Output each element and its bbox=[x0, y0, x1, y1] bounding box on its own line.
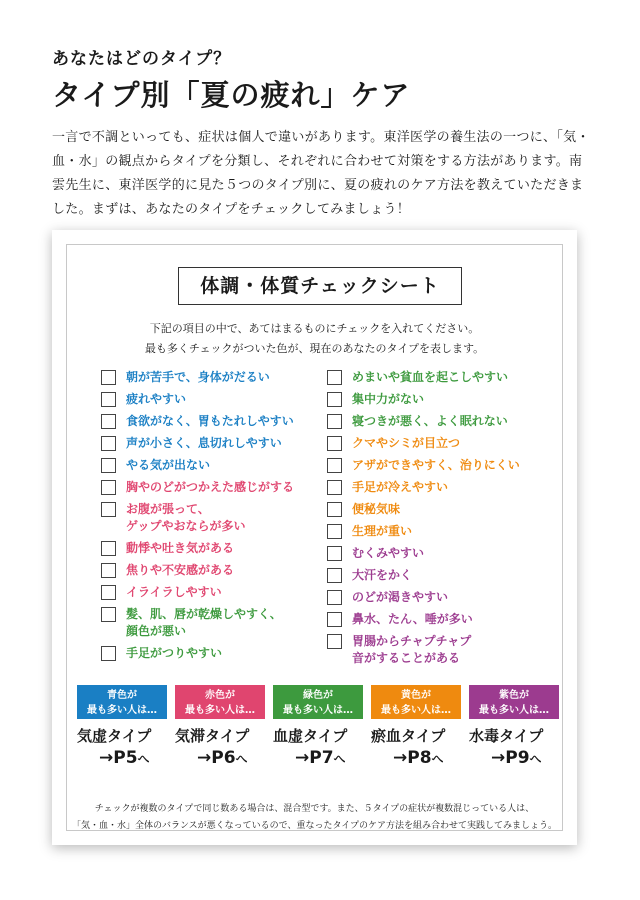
check-item[interactable] bbox=[327, 633, 527, 667]
type-badge-orange bbox=[371, 685, 461, 719]
type-name: 瘀血タイプ bbox=[371, 727, 446, 745]
checkbox[interactable] bbox=[101, 563, 116, 578]
checkbox[interactable] bbox=[327, 480, 342, 495]
footnote-line-2: 「気・血・水」全体のバランスが悪くなっているので、重なったタイプのケア方法を組み合わせて実践してみましょう。 bbox=[71, 821, 558, 831]
check-item[interactable] bbox=[101, 645, 321, 662]
type-name: 血虚タイプ bbox=[273, 727, 348, 745]
check-item-label: 胸やのどがつかえた感じがする bbox=[126, 480, 295, 494]
check-item[interactable] bbox=[327, 369, 527, 386]
check-item-label: やる気が出ない bbox=[126, 458, 211, 472]
check-item-label: むくみやすい bbox=[352, 546, 425, 560]
type-badge-blue bbox=[77, 685, 167, 719]
check-item[interactable] bbox=[327, 457, 527, 474]
check-item-label: イライラしやすい bbox=[126, 585, 222, 599]
check-item-label: 集中力がない bbox=[352, 392, 425, 406]
page-ref: →P5 bbox=[99, 748, 138, 768]
check-item-label: 髪、肌、唇が乾燥しやすく、 顔色が悪い bbox=[126, 607, 282, 638]
check-item-label: 大汗をかく bbox=[352, 568, 413, 582]
type-oketsu bbox=[371, 685, 461, 768]
checkbox[interactable] bbox=[101, 585, 116, 600]
checkbox[interactable] bbox=[327, 524, 342, 539]
page-ref: →P6 bbox=[197, 748, 236, 768]
badge-line-1: 緑色が bbox=[303, 690, 333, 701]
checkbox[interactable] bbox=[327, 414, 342, 429]
check-item[interactable] bbox=[101, 413, 321, 430]
sheet-instructions bbox=[67, 319, 562, 359]
check-item[interactable] bbox=[101, 540, 321, 557]
check-item-label: 疲れやすい bbox=[126, 392, 187, 406]
check-item-label: 生理が重い bbox=[352, 524, 413, 538]
check-sheet-frame bbox=[66, 244, 563, 831]
checkbox[interactable] bbox=[327, 458, 342, 473]
checkbox[interactable] bbox=[101, 502, 116, 517]
type-name: 水毒タイプ bbox=[469, 727, 544, 745]
type-kitai bbox=[175, 685, 265, 768]
check-item[interactable] bbox=[101, 435, 321, 452]
check-item-label: 焦りや不安感がある bbox=[126, 563, 235, 577]
type-name: 気虚タイプ bbox=[77, 727, 152, 745]
badge-line-2: 最も多い人は… bbox=[283, 705, 353, 716]
check-item[interactable] bbox=[327, 391, 527, 408]
intro-text: 一言で不調といっても、症状は個人で違いがあります。東洋医学の養生法の一つに、「気・血・水」の観点からタイプを分類し、それぞれに合わせて対策をする方法があります。南雲先生に、東洋医学的に見た５つのタイプ別に、夏の疲れのケア方法を教えていただきました。まずは、あなたのタイプをチェックしてみましょう！ bbox=[52, 130, 590, 217]
checkbox[interactable] bbox=[327, 370, 342, 385]
type-badge-green bbox=[273, 685, 363, 719]
type-page-link[interactable] bbox=[77, 748, 167, 768]
type-badge-purple bbox=[469, 685, 559, 719]
checkbox[interactable] bbox=[101, 458, 116, 473]
check-item-label: 動悸や吐き気がある bbox=[126, 541, 235, 555]
page-title: タイプ別「夏の疲れ」ケア bbox=[52, 78, 411, 112]
check-item[interactable] bbox=[327, 501, 527, 518]
check-item[interactable] bbox=[327, 523, 527, 540]
check-item-label: アザができやすく、治りにくい bbox=[352, 458, 520, 472]
check-item[interactable] bbox=[327, 589, 527, 606]
checkbox[interactable] bbox=[101, 392, 116, 407]
check-item-label: 便秘気味 bbox=[352, 502, 401, 516]
footnote bbox=[67, 801, 562, 835]
checkbox[interactable] bbox=[327, 392, 342, 407]
check-item-label: 手足がつりやすい bbox=[126, 646, 223, 660]
check-sheet-card bbox=[52, 230, 577, 845]
check-item-label: クマやシミが目立つ bbox=[352, 436, 461, 450]
checkbox[interactable] bbox=[327, 568, 342, 583]
checkbox[interactable] bbox=[101, 646, 116, 661]
checkbox[interactable] bbox=[101, 414, 116, 429]
type-page-link[interactable] bbox=[175, 748, 265, 768]
check-item[interactable] bbox=[101, 584, 321, 601]
type-page-link[interactable] bbox=[371, 748, 461, 768]
checkbox[interactable] bbox=[327, 612, 342, 627]
checkbox[interactable] bbox=[101, 436, 116, 451]
page-ref: →P7 bbox=[295, 748, 334, 768]
instruction-line-2: 最も多くチェックがついた色が、現在のあなたのタイプを表します。 bbox=[144, 342, 485, 355]
check-item[interactable] bbox=[101, 501, 321, 535]
check-item-label: 鼻水、たん、唾が多い bbox=[352, 612, 473, 626]
badge-line-2: 最も多い人は… bbox=[381, 705, 451, 716]
checkbox[interactable] bbox=[327, 590, 342, 605]
check-item[interactable] bbox=[101, 606, 321, 640]
article-header bbox=[52, 44, 592, 222]
type-kekkyo bbox=[273, 685, 363, 768]
check-item-label: のどが渇きやすい bbox=[352, 590, 449, 604]
page-ref-suffix: へ bbox=[235, 752, 248, 766]
type-kikyo bbox=[77, 685, 167, 768]
check-item-label: 朝が苦手で、身体がだるい bbox=[126, 370, 270, 384]
check-item[interactable] bbox=[327, 479, 527, 496]
checkbox[interactable] bbox=[327, 634, 342, 649]
badge-line-1: 紫色が bbox=[499, 690, 529, 701]
check-item-label: 寝つきが悪く、よく眠れない bbox=[352, 414, 508, 428]
checkbox[interactable] bbox=[101, 541, 116, 556]
sheet-title: 体調・体質チェックシート bbox=[178, 267, 462, 305]
check-item[interactable] bbox=[327, 413, 527, 430]
type-badge-red bbox=[175, 685, 265, 719]
check-item[interactable] bbox=[101, 479, 321, 496]
page-ref-suffix: へ bbox=[529, 752, 542, 766]
check-item-label: 手足が冷えやすい bbox=[352, 480, 449, 494]
badge-line-1: 赤色が bbox=[205, 690, 235, 701]
check-item[interactable] bbox=[101, 369, 321, 386]
badge-line-2: 最も多い人は… bbox=[479, 705, 549, 716]
checklist-left-column bbox=[101, 369, 321, 667]
check-item-label: 胃腸からチャプチャプ 音がすることがある bbox=[352, 634, 472, 665]
badge-line-1: 青色が bbox=[107, 690, 137, 701]
check-item[interactable] bbox=[327, 435, 527, 452]
type-suidoku bbox=[469, 685, 559, 768]
checkbox[interactable] bbox=[101, 607, 116, 622]
check-item[interactable] bbox=[101, 391, 321, 408]
page-ref-suffix: へ bbox=[137, 752, 150, 766]
check-item[interactable] bbox=[327, 611, 527, 628]
check-item-label: 声が小さく、息切れしやすい bbox=[126, 436, 282, 450]
check-item[interactable] bbox=[101, 562, 321, 579]
check-item[interactable] bbox=[327, 545, 527, 562]
checkbox[interactable] bbox=[101, 480, 116, 495]
checklist-right-column bbox=[327, 369, 527, 672]
page-ref-suffix: へ bbox=[431, 752, 444, 766]
type-name: 気滞タイプ bbox=[175, 727, 250, 745]
badge-line-2: 最も多い人は… bbox=[87, 705, 157, 716]
kicker: あなたはどのタイプ？ bbox=[52, 49, 232, 69]
type-results bbox=[77, 685, 557, 775]
footnote-line-1: チェックが複数のタイプで同じ数ある場合は、混合型です。また、５タイプの症状が複数混じっている人は、 bbox=[94, 804, 535, 814]
page-ref: →P8 bbox=[393, 748, 432, 768]
type-page-link[interactable] bbox=[469, 748, 559, 768]
page-ref: →P9 bbox=[491, 748, 530, 768]
check-item-label: めまいや貧血を起こしやすい bbox=[352, 370, 509, 384]
badge-line-1: 黄色が bbox=[401, 690, 431, 701]
page-ref-suffix: へ bbox=[333, 752, 346, 766]
check-item-label: 食欲がなく、胃もたれしやすい bbox=[126, 414, 294, 428]
type-page-link[interactable] bbox=[273, 748, 363, 768]
instruction-line-1: 下記の項目の中で、あてはまるものにチェックを入れてください。 bbox=[149, 322, 480, 335]
checkbox[interactable] bbox=[101, 370, 116, 385]
check-item[interactable] bbox=[327, 567, 527, 584]
badge-line-2: 最も多い人は… bbox=[185, 705, 255, 716]
checkbox[interactable] bbox=[327, 546, 342, 561]
checkbox[interactable] bbox=[327, 502, 342, 517]
checkbox[interactable] bbox=[327, 436, 342, 451]
check-item-label: お腹が張って、 ゲップやおならが多い bbox=[126, 502, 246, 533]
check-item[interactable] bbox=[101, 457, 321, 474]
